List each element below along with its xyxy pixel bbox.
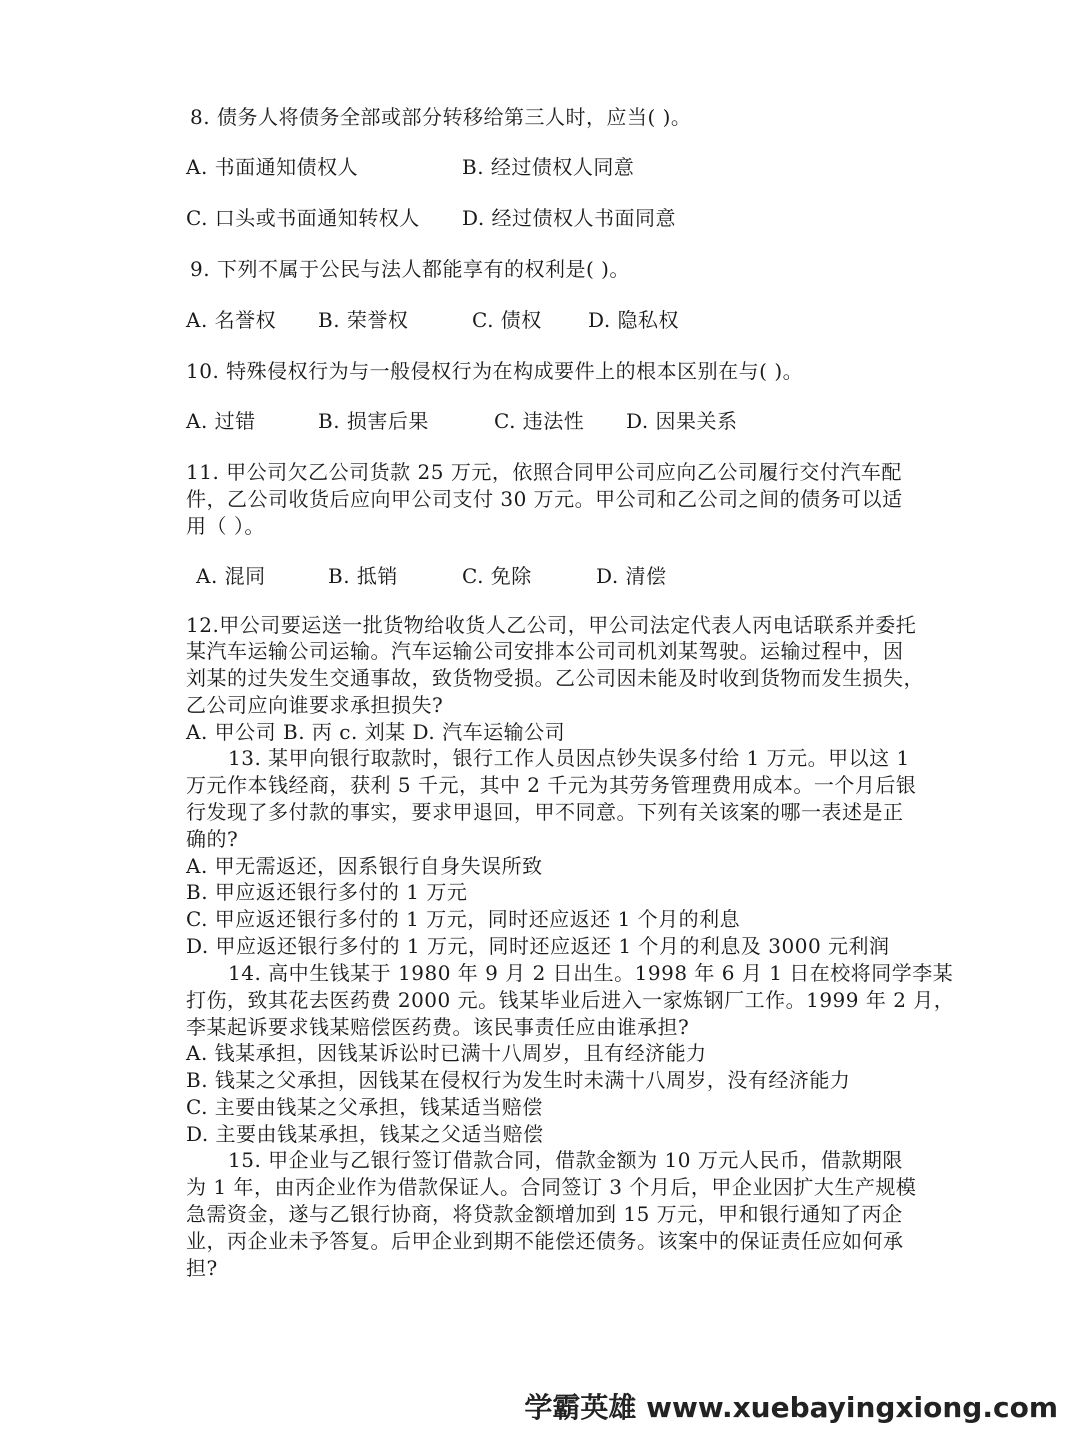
q10-option-a: A. 过错 xyxy=(186,409,256,433)
q14-stem-line-1: 14. 高中生钱某于 1980 年 9 月 2 日出生。1998 年 6 月 1 日在校将同学李某 xyxy=(228,961,954,985)
q14-option-d: D. 主要由钱某承担，钱某之父适当赔偿 xyxy=(186,1122,544,1146)
q11-stem-line-1: 11. 甲公司欠乙公司货款 25 万元，依照合同甲公司应向乙公司履行交付汽车配 xyxy=(186,460,902,484)
q15-stem-line-1: 15. 甲企业与乙银行签订借款合同，借款金额为 10 万元人民币，借款期限 xyxy=(228,1148,903,1172)
q15-stem-line-3: 急需资金，遂与乙银行协商，将贷款金额增加到 15 万元，甲和银行通知了丙企 xyxy=(186,1202,903,1226)
q10-stem: 10. 特殊侵权行为与一般侵权行为在构成要件上的根本区别在与( )。 xyxy=(186,359,804,383)
q15-stem-line-2: 为 1 年，由丙企业作为借款保证人。合同签订 3 个月后，甲企业因扩大生产规模 xyxy=(186,1175,917,1199)
q12-stem-line-4: 乙公司应向谁要求承担损失? xyxy=(186,693,444,717)
q8-option-b: B. 经过债权人同意 xyxy=(462,155,635,179)
q11-option-b: B. 抵销 xyxy=(328,564,398,588)
q9-option-a: A. 名誉权 xyxy=(186,308,277,332)
site-watermark: 学霸英雄 www.xuebayingxiong.com xyxy=(524,1391,1058,1424)
q11-option-c: C. 免除 xyxy=(462,564,532,588)
q12-stem-line-3: 刘某的过失发生交通事故，致货物受损。乙公司因未能及时收到货物而发生损失， xyxy=(186,666,924,690)
q15-stem-line-5: 担? xyxy=(186,1256,218,1280)
q14-stem-line-2: 打伤，致其花去医药费 2000 元。钱某毕业后进入一家炼钢厂工作。1999 年 2 月， xyxy=(186,988,955,1012)
q13-option-d: D. 甲应返还银行多付的 1 万元，同时还应返还 1 个月的利息及 3000 元利润 xyxy=(186,934,890,958)
q10-option-c: C. 违法性 xyxy=(494,409,585,433)
q10-option-d: D. 因果关系 xyxy=(626,409,738,433)
q9-option-b: B. 荣誉权 xyxy=(318,308,409,332)
q13-option-c: C. 甲应返还银行多付的 1 万元，同时还应返还 1 个月的利息 xyxy=(186,907,741,931)
q9-option-d: D. 隐私权 xyxy=(588,308,680,332)
q8-stem: 8. 债务人将债务全部或部分转移给第三人时，应当( )。 xyxy=(190,105,692,129)
q12-stem-line-1: 12.甲公司要运送一批货物给收货人乙公司，甲公司法定代表人丙电话联系并委托 xyxy=(186,613,917,637)
q14-option-b: B. 钱某之父承担，因钱某在侵权行为发生时未满十八周岁，没有经济能力 xyxy=(186,1068,851,1092)
q12-options: A. 甲公司 B. 丙 c. 刘某 D. 汽车运输公司 xyxy=(186,720,566,744)
q14-option-a: A. 钱某承担，因钱某诉讼时已满十八周岁，且有经济能力 xyxy=(186,1041,707,1065)
q13-option-a: A. 甲无需返还，因系银行自身失误所致 xyxy=(186,854,543,878)
q11-option-a: A. 混同 xyxy=(196,564,266,588)
q10-option-b: B. 损害后果 xyxy=(318,409,429,433)
q13-option-b: B. 甲应返还银行多付的 1 万元 xyxy=(186,880,468,904)
q9-option-c: C. 债权 xyxy=(472,308,542,332)
q11-stem-line-2: 件，乙公司收货后应向甲公司支付 30 万元。甲公司和乙公司之间的债务可以适 xyxy=(186,487,903,511)
q8-option-d: D. 经过债权人书面同意 xyxy=(462,206,677,230)
q13-stem-line-3: 行发现了多付款的事实，要求甲退回，甲不同意。下列有关该案的哪一表述是正 xyxy=(186,800,904,824)
q11-stem-line-3: 用（ ）。 xyxy=(186,514,265,538)
q8-option-a: A. 书面通知债权人 xyxy=(186,155,359,179)
q15-stem-line-4: 业，丙企业未予答复。后甲企业到期不能偿还债务。该案中的保证责任应如何承 xyxy=(186,1229,904,1253)
q13-stem-line-4: 确的? xyxy=(186,827,239,851)
q14-option-c: C. 主要由钱某之父承担，钱某适当赔偿 xyxy=(186,1095,543,1119)
q8-option-c: C. 口头或书面通知转权人 xyxy=(186,206,420,230)
q11-option-d: D. 清偿 xyxy=(596,564,667,588)
q14-stem-line-3: 李某起诉要求钱某赔偿医药费。该民事责任应由谁承担? xyxy=(186,1015,690,1039)
q13-stem-line-1: 13. 某甲向银行取款时，银行工作人员因点钞失误多付给 1 万元。甲以这 1 xyxy=(228,746,910,770)
q13-stem-line-2: 万元作本钱经商，获利 5 千元，其中 2 千元为其劳务管理费用成本。一个月后银 xyxy=(186,773,917,797)
q9-stem: 9. 下列不属于公民与法人都能享有的权利是( )。 xyxy=(190,257,630,281)
q12-stem-line-2: 某汽车运输公司运输。汽车运输公司安排本公司司机刘某驾驶。运输过程中，因 xyxy=(186,639,904,663)
